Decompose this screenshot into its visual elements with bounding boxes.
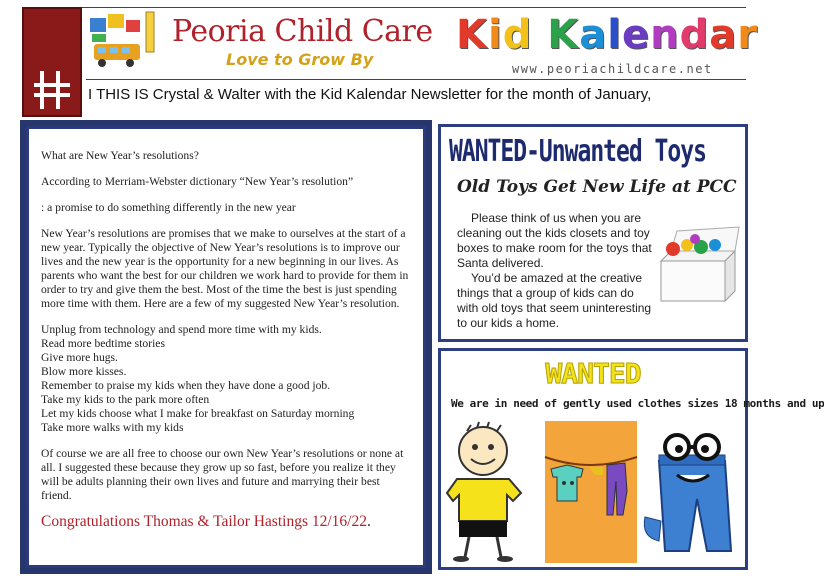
kid-kalendar-letter: K <box>456 12 488 58</box>
kid-kalendar-letter: K <box>547 12 580 58</box>
list-item: Give more hugs. <box>41 351 118 364</box>
congrats-text: Congratulations Thomas & Tailor Hastings 12/16/22 <box>41 513 367 530</box>
kid-kalendar-letter <box>532 12 547 58</box>
kid-kalendar-letter: d <box>502 12 533 58</box>
brand-title: Peoria Child Care <box>172 14 433 49</box>
jeans-cartoon-icon <box>641 421 741 563</box>
header-bottom-rule <box>86 79 746 80</box>
header-top-rule <box>22 7 746 8</box>
kid-kalendar-letter: d <box>679 12 710 58</box>
article-question: What are New Year’s resolutions? <box>41 149 199 162</box>
list-item: Remember to praise my kids when they have done a good job. <box>41 379 331 392</box>
kid-kalendar-letter: i <box>488 12 503 58</box>
kid-kalendar-letter: a <box>579 12 608 58</box>
kid-cartoon-icon <box>447 421 539 563</box>
clothes-wanted-panel <box>438 348 824 570</box>
article-definition-intro: According to Merriam-Webster dictionary “New Year’s resolution” <box>41 175 354 188</box>
brand-tagline: Love to Grow By <box>226 50 374 69</box>
list-item: Read more bedtime stories <box>41 337 165 350</box>
toys-panel-subtitle: Old Toys Get New Life at PCC <box>457 177 737 197</box>
article-definition: : a promise to do something differently in the new year <box>41 201 296 214</box>
list-item: Take more walks with my kids <box>41 421 184 434</box>
clothesline-illustration <box>545 421 637 563</box>
resolutions-list <box>41 323 413 435</box>
list-item: Let my kids choose what I make for breakfast on Saturday morning <box>41 407 355 420</box>
toys-paragraph: You’d be amazed at the creative things that a group of kids can do with old toys that seem uninteresting to our kids a home. <box>457 271 652 330</box>
toys-wanted-panel <box>438 124 748 342</box>
resolutions-article <box>26 126 426 568</box>
kid-kalendar-title <box>456 12 758 58</box>
clothes-panel-subtitle: We are in need of gently used clothes sizes 18 months and up <box>451 397 824 410</box>
kid-kalendar-letter: l <box>607 12 623 58</box>
kid-kalendar-letter: n <box>650 12 680 58</box>
kid-kalendar-letter: r <box>737 12 759 58</box>
toys-panel-body <box>457 211 657 331</box>
toy-box-icon <box>655 223 741 309</box>
list-item: Blow more kisses. <box>41 365 127 378</box>
list-item: Take my kids to the park more often <box>41 393 210 406</box>
logo-bars-icon <box>34 71 70 109</box>
logo-emblem <box>22 7 82 117</box>
congrats-period: . <box>366 513 371 530</box>
article-paragraph: New Year’s resolutions are promises that we make to ourselves at the start of a new year. Typically the objective of New Year’s resolutions is to improve our lives and the new year is the opportunity for a new beginning in our lives. As parents who want the best for our children we work hard to provide for them in order to try and give them the best. Most of the time the best is just spending more time with them. Here are a few of my suggested New Year’s resolution. <box>41 227 409 310</box>
list-item: Unplug from technology and spend more time with my kids. <box>41 323 322 336</box>
toys-paragraph: Please think of us when you are cleaning out the kids closets and toy boxes to make room for the toys that Santa delivered. <box>457 211 652 270</box>
article-closing: Of course we are all free to choose our own New Year’s resolutions or none at all. I suggested these because they grow up so fast, before you realize it they will be adults planning their own lives and future and marrying their best friend. <box>41 447 404 502</box>
clothes-panel-title: WANTED <box>545 357 641 390</box>
clothesline-icon <box>545 421 637 563</box>
toy-blocks-icon <box>88 10 160 72</box>
intro-line: I THIS IS Crystal & Walter with the Kid Kalendar Newsletter for the month of January, <box>88 86 652 103</box>
website-url[interactable]: www.peoriachildcare.net <box>512 62 713 76</box>
kid-kalendar-letter: a <box>709 12 738 58</box>
congratulations-note <box>41 515 413 529</box>
kid-kalendar-letter: e <box>622 12 651 58</box>
toys-panel-title: WANTED-Unwanted Toys <box>449 135 706 169</box>
